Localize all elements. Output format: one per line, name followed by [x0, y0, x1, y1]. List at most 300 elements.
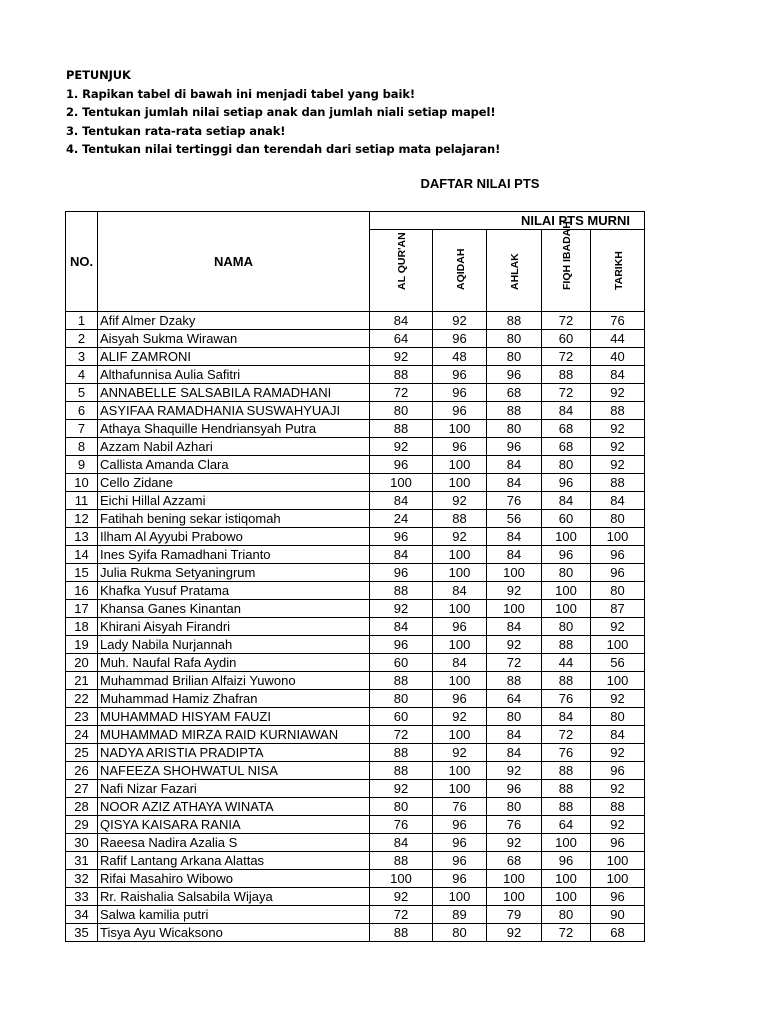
score-cell: 76: [591, 312, 645, 330]
table-row: [66, 852, 645, 870]
score-cell: 76: [433, 798, 487, 816]
score-cell: 84: [542, 402, 591, 420]
score-cell: 92: [433, 708, 487, 726]
score-cell: 92: [487, 924, 542, 942]
row-number: 30: [66, 834, 98, 852]
student-name: Ilham Al Ayyubi Prabowo: [98, 528, 370, 546]
score-cell: 84: [433, 654, 487, 672]
table-row: [66, 456, 645, 474]
student-name: ANNABELLE SALSABILA RAMADHANI: [98, 384, 370, 402]
score-cell: 92: [370, 888, 433, 906]
score-cell: 80: [487, 708, 542, 726]
score-cell: 76: [487, 492, 542, 510]
score-cell: 88: [542, 798, 591, 816]
score-cell: 88: [591, 798, 645, 816]
student-name: MUHAMMAD HISYAM FAUZI: [98, 708, 370, 726]
table-row: [66, 708, 645, 726]
score-cell: 76: [370, 816, 433, 834]
header-nilai-pts-murni: NILAI PTS MURNI: [370, 212, 645, 230]
score-cell: 96: [433, 618, 487, 636]
header-subject: [487, 230, 542, 312]
score-cell: 64: [542, 816, 591, 834]
score-cell: 92: [591, 420, 645, 438]
row-number: 32: [66, 870, 98, 888]
table-row: [66, 654, 645, 672]
table-row: [66, 384, 645, 402]
score-cell: 100: [433, 456, 487, 474]
score-cell: 60: [370, 708, 433, 726]
score-cell: 92: [433, 744, 487, 762]
row-number: 13: [66, 528, 98, 546]
score-cell: 96: [433, 870, 487, 888]
table-row: [66, 492, 645, 510]
score-cell: 64: [487, 690, 542, 708]
row-number: 28: [66, 798, 98, 816]
score-cell: 100: [433, 888, 487, 906]
score-cell: 92: [591, 690, 645, 708]
score-cell: 92: [591, 816, 645, 834]
table-row: [66, 924, 645, 942]
score-cell: 100: [542, 870, 591, 888]
table-row: [66, 762, 645, 780]
score-cell: 96: [433, 384, 487, 402]
grade-table: [65, 211, 645, 942]
table-row: [66, 834, 645, 852]
score-cell: 72: [370, 906, 433, 924]
instruction-item: 1. Rapikan tabel di bawah ini menjadi tabel yang baik!: [66, 86, 416, 101]
table-row: [66, 618, 645, 636]
score-cell: 88: [542, 366, 591, 384]
score-cell: 84: [370, 834, 433, 852]
student-name: Aisyah Sukma Wirawan: [98, 330, 370, 348]
score-cell: 96: [433, 852, 487, 870]
score-cell: 64: [370, 330, 433, 348]
row-number: 31: [66, 852, 98, 870]
row-number: 9: [66, 456, 98, 474]
score-cell: 96: [542, 546, 591, 564]
score-cell: 84: [591, 492, 645, 510]
score-cell: 88: [370, 924, 433, 942]
student-name: ASYIFAA RAMADHANIA SUSWAHYUAJI: [98, 402, 370, 420]
score-cell: 96: [487, 366, 542, 384]
table-row: [66, 348, 645, 366]
score-cell: 96: [487, 438, 542, 456]
student-name: Callista Amanda Clara: [98, 456, 370, 474]
instruction-item: 3. Tentukan rata-rata setiap anak!: [66, 123, 286, 138]
score-cell: 72: [542, 726, 591, 744]
score-cell: 84: [370, 618, 433, 636]
score-cell: 92: [370, 348, 433, 366]
score-cell: 60: [542, 510, 591, 528]
row-number: 27: [66, 780, 98, 798]
student-name: MUHAMMAD MIRZA RAID KURNIAWAN: [98, 726, 370, 744]
student-name: NADYA ARISTIA PRADIPTA: [98, 744, 370, 762]
subject-label: AQIDAH: [454, 248, 467, 290]
table-row: [66, 312, 645, 330]
score-cell: 80: [370, 690, 433, 708]
score-cell: 80: [487, 330, 542, 348]
row-number: 7: [66, 420, 98, 438]
score-cell: 68: [542, 420, 591, 438]
row-number: 35: [66, 924, 98, 942]
table-row: [66, 816, 645, 834]
student-name: Salwa kamilia putri: [98, 906, 370, 924]
score-cell: 96: [542, 474, 591, 492]
score-cell: 100: [591, 852, 645, 870]
student-name: Ines Syifa Ramadhani Trianto: [98, 546, 370, 564]
header-subject: [542, 221, 591, 312]
score-cell: 60: [542, 330, 591, 348]
score-cell: 96: [433, 330, 487, 348]
row-number: 22: [66, 690, 98, 708]
score-cell: 100: [487, 564, 542, 582]
score-cell: 84: [487, 618, 542, 636]
score-cell: 100: [591, 672, 645, 690]
subject-label: FIQH IBADAH: [561, 221, 573, 290]
row-number: 12: [66, 510, 98, 528]
row-number: 10: [66, 474, 98, 492]
table-row: [66, 582, 645, 600]
score-cell: 96: [591, 546, 645, 564]
score-cell: 84: [591, 366, 645, 384]
score-cell: 44: [591, 330, 645, 348]
student-name: Lady Nabila Nurjannah: [98, 636, 370, 654]
score-cell: 72: [542, 384, 591, 402]
score-cell: 80: [487, 798, 542, 816]
score-cell: 100: [542, 582, 591, 600]
table-row: [66, 636, 645, 654]
score-cell: 89: [433, 906, 487, 924]
score-cell: 92: [370, 780, 433, 798]
score-cell: 92: [591, 618, 645, 636]
score-cell: 96: [591, 888, 645, 906]
row-number: 20: [66, 654, 98, 672]
score-cell: 80: [487, 420, 542, 438]
score-cell: 100: [433, 546, 487, 564]
score-cell: 88: [542, 636, 591, 654]
score-cell: 100: [370, 474, 433, 492]
score-cell: 100: [433, 564, 487, 582]
score-cell: 92: [433, 528, 487, 546]
subject-label: AHLAK: [509, 253, 521, 290]
table-row: [66, 888, 645, 906]
score-cell: 80: [433, 924, 487, 942]
header-nama: NAMA: [98, 212, 370, 312]
score-cell: 80: [591, 510, 645, 528]
score-cell: 96: [591, 762, 645, 780]
score-cell: 88: [542, 780, 591, 798]
score-cell: 84: [487, 744, 542, 762]
score-cell: 100: [542, 888, 591, 906]
score-cell: 88: [433, 510, 487, 528]
student-name: ALIF ZAMRONI: [98, 348, 370, 366]
score-cell: 44: [542, 654, 591, 672]
score-cell: 80: [542, 456, 591, 474]
table-title: DAFTAR NILAI PTS: [420, 176, 540, 191]
row-number: 29: [66, 816, 98, 834]
score-cell: 80: [542, 564, 591, 582]
table-row: [66, 600, 645, 618]
student-name: Tisya Ayu Wicaksono: [98, 924, 370, 942]
score-cell: 88: [487, 672, 542, 690]
score-cell: 92: [433, 492, 487, 510]
score-cell: 72: [370, 726, 433, 744]
score-cell: 100: [591, 528, 645, 546]
score-cell: 88: [370, 762, 433, 780]
header-no: NO.: [66, 212, 98, 312]
score-cell: 96: [370, 528, 433, 546]
table-row: [66, 402, 645, 420]
score-cell: 92: [487, 582, 542, 600]
row-number: 33: [66, 888, 98, 906]
score-cell: 76: [542, 690, 591, 708]
student-name: Nafi Nizar Fazari: [98, 780, 370, 798]
row-number: 25: [66, 744, 98, 762]
score-cell: 88: [370, 744, 433, 762]
score-cell: 72: [487, 654, 542, 672]
score-cell: 68: [542, 438, 591, 456]
score-cell: 88: [591, 402, 645, 420]
student-name: Khirani Aisyah Firandri: [98, 618, 370, 636]
score-cell: 100: [433, 672, 487, 690]
score-cell: 100: [433, 762, 487, 780]
score-cell: 84: [487, 546, 542, 564]
score-cell: 80: [370, 798, 433, 816]
subject-label: AL QUR'AN: [396, 232, 408, 290]
score-cell: 92: [591, 744, 645, 762]
score-cell: 96: [433, 834, 487, 852]
student-name: NAFEEZA SHOHWATUL NISA: [98, 762, 370, 780]
score-cell: 80: [591, 582, 645, 600]
score-cell: 92: [591, 438, 645, 456]
row-number: 2: [66, 330, 98, 348]
header-subject: [433, 230, 487, 312]
score-cell: 92: [433, 312, 487, 330]
table-row: [66, 438, 645, 456]
score-cell: 88: [370, 366, 433, 384]
table-row: [66, 870, 645, 888]
table-row: [66, 780, 645, 798]
score-cell: 100: [542, 834, 591, 852]
score-cell: 90: [591, 906, 645, 924]
student-name: Rr. Raishalia Salsabila Wijaya: [98, 888, 370, 906]
row-number: 11: [66, 492, 98, 510]
score-cell: 100: [591, 636, 645, 654]
score-cell: 72: [542, 312, 591, 330]
row-number: 24: [66, 726, 98, 744]
score-cell: 88: [542, 762, 591, 780]
score-cell: 84: [370, 546, 433, 564]
table-row: [66, 906, 645, 924]
score-cell: 100: [433, 636, 487, 654]
row-number: 6: [66, 402, 98, 420]
student-name: Athaya Shaquille Hendriansyah Putra: [98, 420, 370, 438]
score-cell: 80: [487, 348, 542, 366]
row-number: 26: [66, 762, 98, 780]
student-name: Muhammad Brilian Alfaizi Yuwono: [98, 672, 370, 690]
table-row: [66, 798, 645, 816]
score-cell: 72: [542, 348, 591, 366]
student-name: Rifai Masahiro Wibowo: [98, 870, 370, 888]
score-cell: 100: [591, 870, 645, 888]
student-name: Raeesa Nadira Azalia S: [98, 834, 370, 852]
row-number: 18: [66, 618, 98, 636]
score-cell: 96: [370, 564, 433, 582]
student-name: Khansa Ganes Kinantan: [98, 600, 370, 618]
student-name: Julia Rukma Setyaningrum: [98, 564, 370, 582]
score-cell: 68: [487, 384, 542, 402]
score-cell: 84: [370, 492, 433, 510]
score-cell: 76: [542, 744, 591, 762]
score-cell: 96: [433, 438, 487, 456]
score-cell: 96: [591, 564, 645, 582]
instructions: [66, 66, 500, 159]
score-cell: 92: [370, 438, 433, 456]
student-name: Rafif Lantang Arkana Alattas: [98, 852, 370, 870]
row-number: 4: [66, 366, 98, 384]
score-cell: 92: [591, 780, 645, 798]
score-cell: 96: [433, 816, 487, 834]
score-cell: 92: [591, 456, 645, 474]
score-cell: 84: [591, 726, 645, 744]
score-cell: 100: [542, 528, 591, 546]
student-name: Althafunnisa Aulia Safitri: [98, 366, 370, 384]
score-cell: 96: [433, 690, 487, 708]
score-cell: 84: [487, 456, 542, 474]
score-cell: 79: [487, 906, 542, 924]
row-number: 21: [66, 672, 98, 690]
score-cell: 88: [591, 474, 645, 492]
score-cell: 60: [370, 654, 433, 672]
row-number: 1: [66, 312, 98, 330]
score-cell: 100: [433, 600, 487, 618]
table-row: [66, 474, 645, 492]
score-cell: 100: [487, 600, 542, 618]
score-cell: 56: [591, 654, 645, 672]
instruction-item: 2. Tentukan jumlah nilai setiap anak dan jumlah niali setiap mapel!: [66, 105, 496, 119]
score-cell: 100: [433, 420, 487, 438]
student-name: Muh. Naufal Rafa Aydin: [98, 654, 370, 672]
score-cell: 84: [542, 708, 591, 726]
table-row: [66, 546, 645, 564]
score-cell: 96: [370, 456, 433, 474]
table-row: [66, 744, 645, 762]
score-cell: 96: [433, 402, 487, 420]
score-cell: 88: [370, 420, 433, 438]
table-row: [66, 510, 645, 528]
score-cell: 96: [433, 366, 487, 384]
row-number: 5: [66, 384, 98, 402]
score-cell: 88: [487, 402, 542, 420]
row-number: 17: [66, 600, 98, 618]
score-cell: 48: [433, 348, 487, 366]
student-name: Fatihah bening sekar istiqomah: [98, 510, 370, 528]
score-cell: 96: [591, 834, 645, 852]
row-number: 34: [66, 906, 98, 924]
score-cell: 100: [433, 474, 487, 492]
score-cell: 88: [370, 582, 433, 600]
student-name: Afif Almer Dzaky: [98, 312, 370, 330]
table-row: [66, 366, 645, 384]
score-cell: 100: [370, 870, 433, 888]
score-cell: 80: [591, 708, 645, 726]
score-cell: 88: [370, 852, 433, 870]
score-cell: 96: [370, 636, 433, 654]
score-cell: 40: [591, 348, 645, 366]
score-cell: 84: [487, 726, 542, 744]
score-cell: 72: [542, 924, 591, 942]
score-cell: 92: [487, 636, 542, 654]
score-cell: 100: [542, 600, 591, 618]
student-name: Muhammad Hamiz Zhafran: [98, 690, 370, 708]
student-name: Eichi Hillal Azzami: [98, 492, 370, 510]
score-cell: 84: [487, 528, 542, 546]
header-subject: [591, 230, 645, 312]
student-name: Azzam Nabil Azhari: [98, 438, 370, 456]
row-number: 15: [66, 564, 98, 582]
score-cell: 88: [487, 312, 542, 330]
score-cell: 92: [370, 600, 433, 618]
score-cell: 92: [591, 384, 645, 402]
score-cell: 100: [487, 870, 542, 888]
score-cell: 84: [542, 492, 591, 510]
score-cell: 100: [433, 780, 487, 798]
table-row: [66, 672, 645, 690]
row-number: 3: [66, 348, 98, 366]
row-number: 8: [66, 438, 98, 456]
score-cell: 96: [542, 852, 591, 870]
score-cell: 92: [487, 762, 542, 780]
row-number: 23: [66, 708, 98, 726]
score-cell: 80: [542, 906, 591, 924]
table-row: [66, 564, 645, 582]
row-number: 14: [66, 546, 98, 564]
score-cell: 84: [433, 582, 487, 600]
score-cell: 88: [542, 672, 591, 690]
score-cell: 84: [487, 474, 542, 492]
score-cell: 76: [487, 816, 542, 834]
table-row: [66, 420, 645, 438]
score-cell: 24: [370, 510, 433, 528]
row-number: 16: [66, 582, 98, 600]
score-cell: 68: [591, 924, 645, 942]
instructions-heading: PETUNJUK: [66, 68, 131, 82]
score-cell: 100: [433, 726, 487, 744]
score-cell: 88: [370, 672, 433, 690]
score-cell: 96: [487, 780, 542, 798]
score-cell: 100: [487, 888, 542, 906]
table-row: [66, 528, 645, 546]
table-row: [66, 726, 645, 744]
instruction-item: 4. Tentukan nilai tertinggi dan terendah dari setiap mata pelajaran!: [66, 142, 501, 156]
header-subject: [370, 230, 433, 312]
student-name: QISYA KAISARA RANIA: [98, 816, 370, 834]
score-cell: 72: [370, 384, 433, 402]
table-row: [66, 690, 645, 708]
student-name: Khafka Yusuf Pratama: [98, 582, 370, 600]
score-cell: 80: [542, 618, 591, 636]
score-cell: 87: [591, 600, 645, 618]
table-body: [66, 312, 645, 942]
student-name: NOOR AZIZ ATHAYA WINATA: [98, 798, 370, 816]
row-number: 19: [66, 636, 98, 654]
student-name: Cello Zidane: [98, 474, 370, 492]
table-row: [66, 330, 645, 348]
score-cell: 68: [487, 852, 542, 870]
score-cell: 56: [487, 510, 542, 528]
score-cell: 84: [370, 312, 433, 330]
subject-label: TARIKH: [612, 251, 625, 290]
